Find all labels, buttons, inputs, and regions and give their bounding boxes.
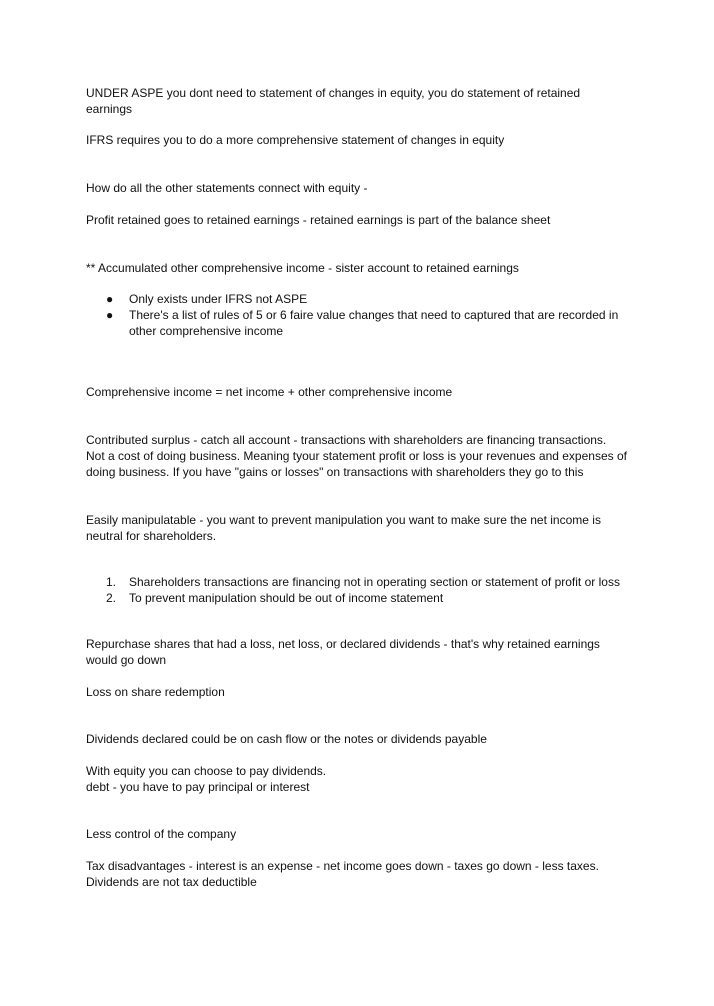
repurchase-paragraph <box>86 636 634 668</box>
text-line: There's a list of rules of 5 or 6 faire value changes that need to captured that are recorded in <box>129 308 619 322</box>
text-line: would go down <box>86 653 167 667</box>
text-line: Dividends are not tax deductible <box>86 875 257 889</box>
text-line: IFRS requires you to do a more comprehensive statement of changes in equity <box>86 133 505 147</box>
profit-retained-paragraph <box>86 212 634 228</box>
loss-redemption-paragraph <box>86 684 634 700</box>
text-line: Dividends declared could be on cash flow or the notes or dividends payable <box>86 732 487 746</box>
text-line: neutral for shareholders. <box>86 529 217 543</box>
text-line: earnings <box>86 102 133 116</box>
bullet-marker: ● <box>106 292 114 306</box>
list-item-text: To prevent manipulation should be out of income statement <box>129 591 444 605</box>
text-line: Loss on share redemption <box>86 685 225 699</box>
list-item-text <box>129 307 618 339</box>
text-line: debt - you have to pay principal or interest <box>86 780 310 794</box>
text-line: With equity you can choose to pay dividends. <box>86 764 327 778</box>
text-line: Not a cost of doing business. Meaning tyour statement profit or loss is your revenues and expenses of <box>86 449 627 463</box>
contributed-surplus-paragraph <box>86 432 634 480</box>
bullet-marker: ● <box>106 308 114 322</box>
text-line: ** Accumulated other comprehensive income - sister account to retained earnings <box>86 261 519 275</box>
text-line: Less control of the company <box>86 827 237 841</box>
list-item-text <box>129 291 307 307</box>
ifrs-paragraph <box>86 132 634 148</box>
tax-paragraph <box>86 858 634 890</box>
comprehensive-income-paragraph <box>86 384 634 400</box>
aspe-paragraph <box>86 85 634 117</box>
text-line: Profit retained goes to retained earnings - retained earnings is part of the balance sheet <box>86 213 551 227</box>
text-line: How do all the other statements connect with equity - <box>86 181 368 195</box>
text-line: Only exists under IFRS not ASPE <box>129 292 308 306</box>
dividends-declared-paragraph <box>86 731 634 747</box>
number-marker: 1. <box>106 575 117 589</box>
text-line: Comprehensive income = net income + other comprehensive income <box>86 385 453 399</box>
connect-heading <box>86 180 634 196</box>
number-marker: 2. <box>106 591 117 605</box>
manipulation-paragraph <box>86 512 634 544</box>
text-line: Easily manipulatable - you want to prevent manipulation you want to make sure the net income is <box>86 513 601 527</box>
text-line: Contributed surplus - catch all account - transactions with shareholders are financing transactions. <box>86 433 607 447</box>
aoci-paragraph <box>86 260 634 276</box>
equity-choice-paragraph <box>86 763 634 795</box>
text-line: doing business. If you have "gains or losses" on transactions with shareholders they go to this <box>86 465 584 479</box>
list-item-text: Shareholders transactions are financing not in operating section or statement of profit or loss <box>129 575 620 589</box>
less-control-paragraph <box>86 826 634 842</box>
text-line: Repurchase shares that had a loss, net loss, or declared dividends - that's why retained earnings <box>86 637 600 651</box>
text-line: UNDER ASPE you dont need to statement of changes in equity, you do statement of retained <box>86 86 581 100</box>
text-line: Tax disadvantages - interest is an expense - net income goes down - taxes go down - less taxes. <box>86 859 599 873</box>
text-line: other comprehensive income <box>129 324 284 338</box>
